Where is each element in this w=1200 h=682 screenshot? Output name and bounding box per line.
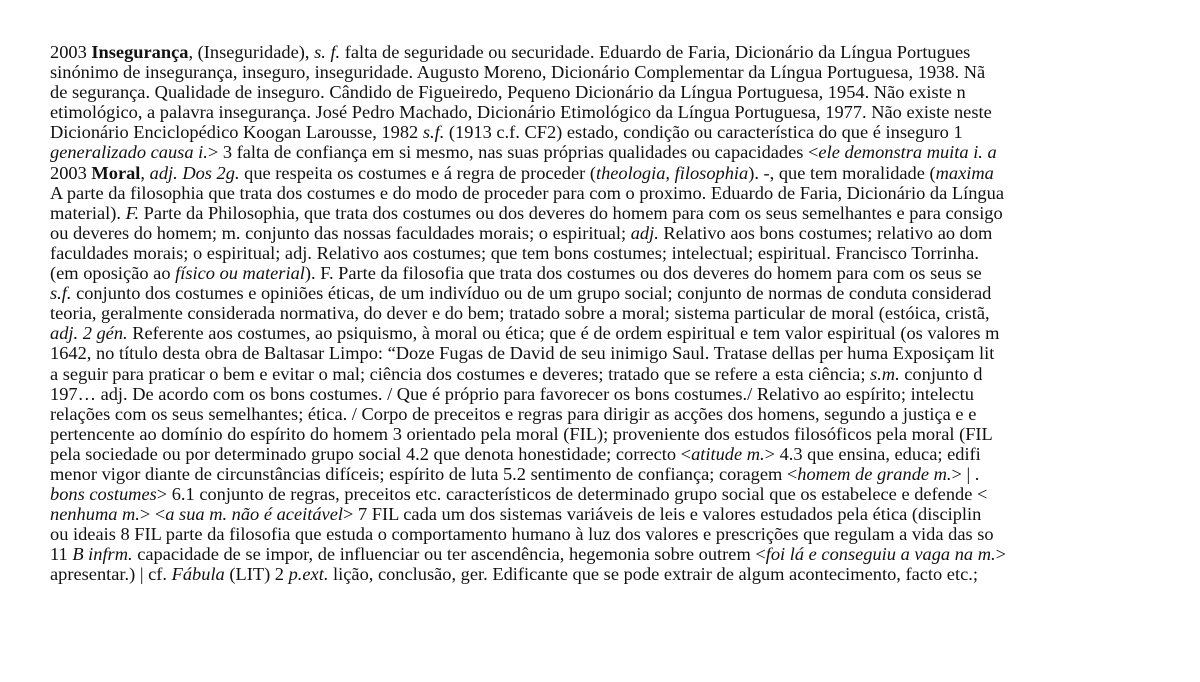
text-segment: ). F. Parte da filosofia que trata dos costumes ou dos deveres do homem para com os seus se bbox=[304, 263, 982, 284]
text-segment: lição, conclusão, ger. Edificante que se pode extrair de algum acontecimento, facto etc.; bbox=[328, 564, 978, 585]
text-segment: Parte da Philosophia, que trata dos costumes ou dos deveres do homem para com os seus semelhantes e para consigo bbox=[139, 202, 1003, 223]
italic-text: foi lá e conseguiu a vaga na m. bbox=[765, 544, 996, 565]
text-segment: teoria, geralmente considerada normativa, do dever e do bem; tratado sobre a moral; sistema particular de moral (estóica, cristã, bbox=[50, 303, 990, 324]
headword: Moral bbox=[91, 162, 141, 183]
italic-text: a sua m. não é aceitável bbox=[165, 504, 343, 525]
text-line bbox=[50, 62, 1138, 82]
text-segment: > 7 FIL cada um dos sistemas variáveis de leis e valores estudados pela ética (disciplin bbox=[342, 504, 982, 525]
italic-text: homem de grande m. bbox=[797, 463, 952, 484]
text-line bbox=[50, 544, 1138, 564]
text-segment: conjunto dos costumes e opiniões éticas, de um indivíduo ou de um grupo social; conjunto de normas de conduta considerad bbox=[71, 283, 992, 304]
text-segment: 11 bbox=[50, 544, 73, 565]
text-line bbox=[50, 243, 1138, 263]
italic-text: ele demonstra muita i. a bbox=[818, 142, 997, 163]
headword: Insegurança bbox=[91, 42, 189, 62]
text-line bbox=[50, 564, 1138, 584]
text-line bbox=[50, 163, 1138, 183]
text-segment: Relativo aos bons costumes; relativo ao dom bbox=[658, 222, 993, 243]
italic-text: s.m. bbox=[870, 363, 900, 384]
text-segment: 197… adj. De acordo com os bons costumes. / Que é próprio para favorecer os bons costumes./ Relativo ao espírito; intelectu bbox=[50, 383, 974, 404]
italic-text: s. f. bbox=[314, 42, 341, 62]
text-line bbox=[50, 424, 1138, 444]
italic-text: atitude m. bbox=[691, 443, 765, 464]
text-segment: (em oposição ao bbox=[50, 263, 176, 284]
text-segment: relações com os seus semelhantes; ética. / Corpo de preceitos e regras para dirigir as acções dos homens, segundo a justiça e e bbox=[50, 403, 977, 424]
italic-text: generalizado causa i. bbox=[50, 142, 208, 163]
text-segment: ). -, que tem moralidade ( bbox=[748, 162, 936, 183]
text-line bbox=[50, 444, 1138, 464]
text-line bbox=[50, 203, 1138, 223]
text-segment: > 4.3 que ensina, educa; edifi bbox=[764, 443, 981, 464]
italic-text: adj. bbox=[630, 222, 659, 243]
text-segment: > 6.1 conjunto de regras, preceitos etc. característicos de determinado grupo social que os estabelece e defende < bbox=[156, 484, 988, 505]
text-segment: a seguir para praticar o bem e evitar o mal; ciência dos costumes e deveres; tratado que se refere a esta ciência; bbox=[50, 363, 871, 384]
text-line bbox=[50, 404, 1138, 424]
italic-text: B infrm. bbox=[72, 544, 133, 565]
text-segment: faculdades morais; o espiritual; adj. Relativo aos costumes; que tem bons costumes; intelectual; espiritual. Francisco Torrinha. bbox=[50, 242, 979, 263]
text-line bbox=[50, 122, 1138, 142]
text-line bbox=[50, 484, 1138, 504]
text-segment: > 3 falta de confiança em si mesmo, nas suas próprias qualidades ou capacidades < bbox=[207, 142, 819, 163]
text-segment: 1642, no título desta obra de Baltasar Limpo: “Doze Fugas de David de seu inimigo Saul. Tratase dellas per huma Exposiçam lit bbox=[50, 343, 995, 364]
text-segment: , bbox=[140, 162, 150, 183]
italic-text: Fábula bbox=[171, 564, 225, 585]
text-line bbox=[50, 82, 1138, 102]
text-segment: 2003 bbox=[50, 42, 92, 62]
italic-text: maxima bbox=[935, 162, 994, 183]
text-segment: falta de seguridade ou securidade. Eduardo de Faria, Dicionário da Língua Portugues bbox=[340, 42, 971, 62]
italic-text: adj. Dos 2g. bbox=[149, 162, 240, 183]
text-line bbox=[50, 223, 1138, 243]
text-segment: ou ideais 8 FIL parte da filosofia que estuda o comportamento humano à luz dos valores e prescrições que regulam a vida das so bbox=[50, 524, 994, 545]
text-segment: Dicionário Enciclopédico Koogan Larousse, 1982 bbox=[50, 122, 423, 143]
text-segment: Referente aos costumes, ao psiquismo, à moral ou ética; que é de ordem espiritual e tem valor espiritual (os valores m bbox=[127, 323, 1000, 344]
text-segment: pertencente ao domínio do espírito do homem 3 orientado pela moral (FIL); proveniente dos estudos filosóficos pela moral (FIL bbox=[50, 423, 993, 444]
italic-text: físico ou material bbox=[175, 263, 305, 284]
text-segment: pela sociedade ou por determinado grupo social 4.2 que denota honestidade; correcto < bbox=[50, 443, 692, 464]
text-line bbox=[50, 323, 1138, 343]
text-segment: A parte da filosophia que trata dos costumes e do modo de proceder para com o proximo. Eduardo de Faria, Dicionário da Língua bbox=[50, 182, 1004, 203]
text-segment: (1913 c.f. CF2) estado, condição ou característica do que é inseguro 1 bbox=[444, 122, 963, 143]
text-segment: de segurança. Qualidade de inseguro. Cândido de Figueiredo, Pequeno Dicionário da Língua Portuguesa, 1954. Não existe n bbox=[50, 82, 966, 103]
italic-text: s.f. bbox=[50, 283, 72, 304]
text-line bbox=[50, 364, 1138, 384]
text-segment: menor vigor diante de circunstâncias difíceis; espírito de luta 5.2 sentimento de confiança; coragem < bbox=[50, 463, 798, 484]
text-line bbox=[50, 504, 1138, 524]
text-segment: que respeita os costumes e á regra de proceder ( bbox=[239, 162, 596, 183]
text-segment: > bbox=[995, 544, 1006, 565]
text-line bbox=[50, 283, 1138, 303]
text-segment: ou deveres do homem; m. conjunto das nossas faculdades morais; o espiritual; bbox=[50, 222, 631, 243]
text-line bbox=[50, 343, 1138, 363]
italic-text: p.ext. bbox=[288, 564, 329, 585]
text-segment: > | . bbox=[951, 463, 980, 484]
text-line bbox=[50, 524, 1138, 544]
text-segment: conjunto d bbox=[899, 363, 983, 384]
italic-text: bons costumes bbox=[50, 484, 157, 505]
text-segment: , (Inseguridade), bbox=[188, 42, 315, 62]
italic-text: s.f. bbox=[422, 122, 445, 143]
text-line bbox=[50, 142, 1138, 162]
text-segment: sinónimo de insegurança, inseguro, inseguridade. Augusto Moreno, Dicionário Complementar da Língua Portuguesa, 1938. Nã bbox=[50, 62, 986, 83]
text-line bbox=[50, 263, 1138, 283]
text-line bbox=[50, 102, 1138, 122]
italic-text: theologia, filosophia bbox=[595, 162, 749, 183]
text-segment: > < bbox=[139, 504, 166, 525]
italic-text: adj. 2 gén. bbox=[50, 323, 128, 344]
text-segment: 2003 bbox=[50, 162, 92, 183]
text-line bbox=[50, 42, 1138, 62]
text-segment: etimológico, a palavra insegurança. José Pedro Machado, Dicionário Etimológico da Língua Portuguesa, 1977. Não existe neste bbox=[50, 102, 992, 123]
text-line bbox=[50, 183, 1138, 203]
italic-text: F. bbox=[125, 202, 140, 223]
text-segment: material). bbox=[50, 202, 126, 223]
text-segment: (LIT) 2 bbox=[224, 564, 289, 585]
document-text-block bbox=[50, 42, 1138, 602]
text-line bbox=[50, 464, 1138, 484]
text-segment: capacidade de se impor, de influenciar ou ter ascendência, hegemonia sobre outrem < bbox=[132, 544, 766, 565]
text-segment: apresentar.) | cf. bbox=[50, 564, 172, 585]
italic-text: nenhuma m. bbox=[50, 504, 140, 525]
text-line bbox=[50, 384, 1138, 404]
text-line bbox=[50, 303, 1138, 323]
